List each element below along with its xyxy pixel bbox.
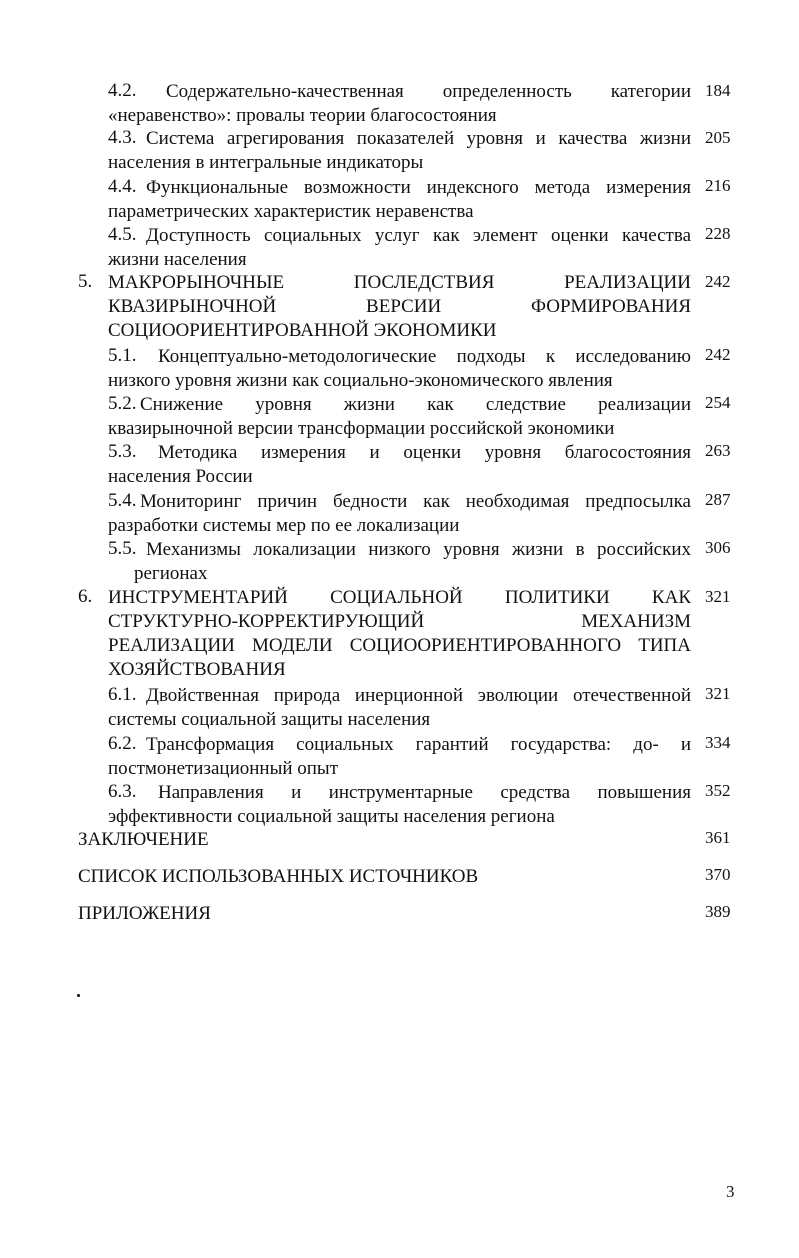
toc-title-line2: населения России bbox=[108, 465, 253, 487]
toc-title-line2: разработки системы мер по ее локализации bbox=[108, 514, 460, 536]
toc-title-line1: Механизмы локализации низкого уровня жизни в российских bbox=[146, 539, 691, 560]
toc-title-line1: Методика измерения и оценки уровня благосостояния bbox=[158, 442, 691, 463]
toc-page-number: 216 bbox=[705, 176, 731, 195]
toc-page-number: 321 bbox=[705, 587, 731, 606]
toc-title-line1: ИНСТРУМЕНТАРИЙ СОЦИАЛЬНОЙ ПОЛИТИКИ КАК bbox=[108, 587, 691, 608]
toc-label: 4.2. bbox=[108, 80, 137, 101]
toc-page-number: 254 bbox=[705, 393, 731, 412]
toc-title-line1: Трансформация социальных гарантий государства: до- и bbox=[146, 734, 691, 755]
toc-label: 4.3. bbox=[108, 127, 137, 148]
toc-page-number: 228 bbox=[705, 224, 731, 243]
toc-title: ЗАКЛЮЧЕНИЕ bbox=[78, 829, 209, 850]
toc-page-number: 263 bbox=[705, 441, 731, 460]
toc-title-line1: Снижение уровня жизни как следствие реализации bbox=[140, 394, 691, 415]
toc-label: 6. bbox=[78, 586, 93, 607]
toc-title-line1: Двойственная природа инерционной эволюции отечественной bbox=[146, 685, 691, 706]
toc-label: 6.3. bbox=[108, 781, 137, 802]
toc-label: 5.5. bbox=[108, 538, 137, 559]
toc-title-line2: системы социальной защиты населения bbox=[108, 708, 431, 730]
toc-title-line4: ХОЗЯЙСТВОВАНИЯ bbox=[108, 659, 286, 680]
toc-title-line1: Концептуально-методологические подходы к исследованию bbox=[158, 346, 691, 367]
toc-title-line2: эффективности социальной защиты населения региона bbox=[108, 805, 555, 827]
toc-title-line3: РЕАЛИЗАЦИИ МОДЕЛИ СОЦИООРИЕНТИРОВАННОГО ТИПА bbox=[108, 635, 691, 656]
toc-title-line2: жизни населения bbox=[108, 248, 247, 270]
toc-title: ПРИЛОЖЕНИЯ bbox=[78, 903, 211, 924]
toc-page-number: 361 bbox=[705, 828, 731, 847]
toc-label: 5.3. bbox=[108, 441, 137, 462]
toc-page-number: 184 bbox=[705, 81, 731, 100]
toc-label: 6.2. bbox=[108, 733, 137, 754]
toc-title: СПИСОК ИСПОЛЬЗОВАННЫХ ИСТОЧНИКОВ bbox=[78, 866, 479, 887]
toc-page-number: 242 bbox=[705, 345, 731, 364]
toc-title-line1: Направления и инструментарные средства повышения bbox=[158, 782, 691, 803]
toc-page-number: 334 bbox=[705, 733, 731, 752]
toc-title-line2: параметрических характеристик неравенства bbox=[108, 200, 474, 222]
toc-title-line2: «неравенство»: провалы теории благосостояния bbox=[108, 104, 497, 126]
toc-title-line2: населения в интегральные индикаторы bbox=[108, 151, 424, 173]
toc-label: 5. bbox=[78, 271, 93, 292]
toc-page-number: 370 bbox=[705, 865, 731, 884]
toc-label: 4.4. bbox=[108, 176, 137, 197]
toc-page-number: 321 bbox=[705, 684, 731, 703]
toc-title-line2: СТРУКТУРНО-КОРРЕКТИРУЮЩИЙ МЕХАНИЗМ bbox=[108, 611, 691, 632]
toc-label: 5.2. bbox=[108, 393, 137, 414]
toc-page-number: 205 bbox=[705, 128, 731, 147]
toc-page-number: 306 bbox=[705, 538, 731, 557]
toc-title-line1: Содержательно-качественная определенность категории bbox=[166, 81, 691, 102]
toc-title-line2: низкого уровня жизни как социально-экономического явления bbox=[108, 369, 613, 391]
toc-title-line1: Система агрегирования показателей уровня и качества жизни bbox=[146, 128, 691, 149]
toc-label: 5.1. bbox=[108, 345, 137, 366]
toc-page-number: 242 bbox=[705, 272, 731, 291]
toc-title-line2: квазирыночной версии трансформации российской экономики bbox=[108, 417, 615, 439]
stray-mark bbox=[77, 994, 80, 997]
toc-label: 6.1. bbox=[108, 684, 137, 705]
toc-page-number: 287 bbox=[705, 490, 731, 509]
toc-title-line2: регионах bbox=[134, 562, 208, 584]
toc-page-number: 352 bbox=[705, 781, 731, 800]
toc-title-line1: МАКРОРЫНОЧНЫЕ ПОСЛЕДСТВИЯ РЕАЛИЗАЦИИ bbox=[108, 272, 691, 293]
toc-title-line2: постмонетизационный опыт bbox=[108, 757, 339, 779]
toc-title-line2: КВАЗИРЫНОЧНОЙ ВЕРСИИ ФОРМИРОВАНИЯ bbox=[108, 296, 691, 317]
toc-title-line3: СОЦИООРИЕНТИРОВАННОЙ ЭКОНОМИКИ bbox=[108, 320, 497, 341]
page-number: 3 bbox=[726, 1182, 735, 1201]
toc-label: 5.4. bbox=[108, 490, 137, 511]
toc-title-line1: Доступность социальных услуг как элемент оценки качества bbox=[146, 225, 691, 246]
toc-title-line1: Мониторинг причин бедности как необходимая предпосылка bbox=[140, 491, 691, 512]
toc-title-line1: Функциональные возможности индексного метода измерения bbox=[146, 177, 691, 198]
toc-page-number: 389 bbox=[705, 902, 731, 921]
toc-label: 4.5. bbox=[108, 224, 137, 245]
